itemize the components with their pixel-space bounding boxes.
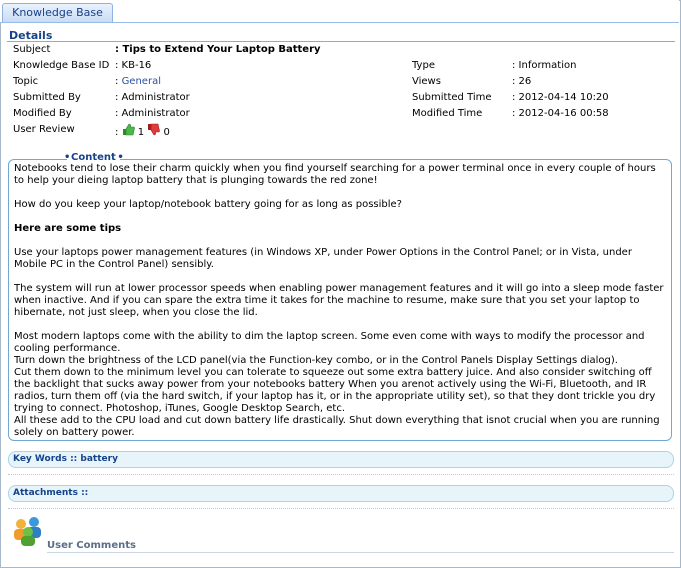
tab-strip	[0, 0, 679, 23]
tips-heading: Here are some tips	[14, 223, 122, 234]
likes-count: 1	[137, 127, 145, 138]
article-paragraph: Turn down the brightness of the LCD panel(via the Function-key combo, or in the Control Panels Display Settings dialog).	[14, 355, 618, 366]
submitted-time-value: : 2012-04-14 10:20	[512, 92, 609, 103]
thumbs-up-icon[interactable]	[122, 123, 135, 141]
kb-id-label: Knowledge Base ID	[13, 60, 110, 71]
article-question: How do you keep your laptop/notebook battery going for as long as possible?	[14, 199, 402, 210]
submitted-by-value: : Administrator	[115, 92, 190, 103]
subject-label: Subject	[13, 44, 51, 55]
modified-time-value: : 2012-04-16 00:58	[512, 108, 609, 119]
submitted-by-label: Submitted By	[13, 92, 81, 103]
modified-time-label: Modified Time	[412, 108, 483, 119]
tab-knowledge-base[interactable]: Knowledge Base	[2, 3, 113, 22]
article-paragraph: Cut them down to the minimum level you can tolerate to squeeze out some extra battery juice. And also consider switching off the backlight that sucks away power from your notebooks battery When you arenot actively using the Wi-Fi, Bluetooth, and IR radios, turn them off (via the hard switch, if your laptop has it, or in the appropriate utility set), so that they dont trickle you dry trying to connect. Photoshop, iTunes, Google Desktop Search, etc.	[14, 367, 656, 414]
article-paragraph: Most modern laptops come with the ability to dim the laptop screen. Some even come with ways to modify the processor and cooling performance.	[14, 331, 645, 354]
user-review-label: User Review	[13, 124, 75, 135]
thumbs-down-icon[interactable]	[147, 123, 160, 141]
article-paragraph: The system will run at lower processor speeds when enabling power management features and it will go into a sleep mode faster when inactive. And if you can spare the extra time it takes for the machine to resume, make sure that you set your laptop to hibernate, not just sleep, when you close the lid.	[14, 283, 664, 318]
type-label: Type	[412, 60, 435, 71]
details-heading: Details	[9, 29, 53, 42]
article-intro: Notebooks tend to lose their charm quickly when you find yourself searching for a power terminal once in every couple of hours to help your dieing laptop battery that is plunging towards the red zone!	[14, 163, 656, 186]
subject-value: : Tips to Extend Your Laptop Battery	[115, 44, 321, 55]
attachments-bar: Attachments ::	[8, 485, 674, 502]
article-body	[14, 163, 666, 439]
dislikes-count: 0	[163, 127, 170, 138]
submitted-time-label: Submitted Time	[412, 92, 492, 103]
user-review-value	[115, 123, 170, 141]
user-review-prefix: :	[115, 127, 122, 138]
user-comments-heading: User Comments	[47, 540, 136, 551]
views-label: Views	[412, 76, 441, 87]
article-paragraph: All these add to the CPU load and cut down battery life drastically. Shut down everything that isnot crucial when you are running solely on battery power.	[14, 415, 660, 438]
kb-id-value: : KB-16	[115, 60, 152, 71]
topic-prefix: :	[115, 76, 122, 87]
details-divider	[7, 41, 675, 42]
content-panel	[8, 152, 672, 441]
modified-by-label: Modified By	[13, 108, 72, 119]
topic-label: Topic	[13, 76, 39, 87]
modified-by-value: : Administrator	[115, 108, 190, 119]
topic-value	[115, 75, 161, 89]
users-group-icon	[11, 515, 45, 547]
type-value: : Information	[512, 60, 577, 71]
article-paragraph: Use your laptops power management features (in Windows XP, under Power Options in the Control Panel; or in Vista, under Mobile PC in the Control Panel) sensibly.	[14, 247, 632, 270]
user-comments-divider	[47, 552, 674, 553]
content-legend: • Content •	[67, 152, 120, 163]
views-value: : 26	[512, 76, 532, 87]
attachments-divider	[8, 508, 674, 509]
keywords-divider	[8, 474, 674, 475]
keywords-bar: Key Words :: battery	[8, 451, 674, 468]
topic-link[interactable]: General	[121, 76, 161, 87]
